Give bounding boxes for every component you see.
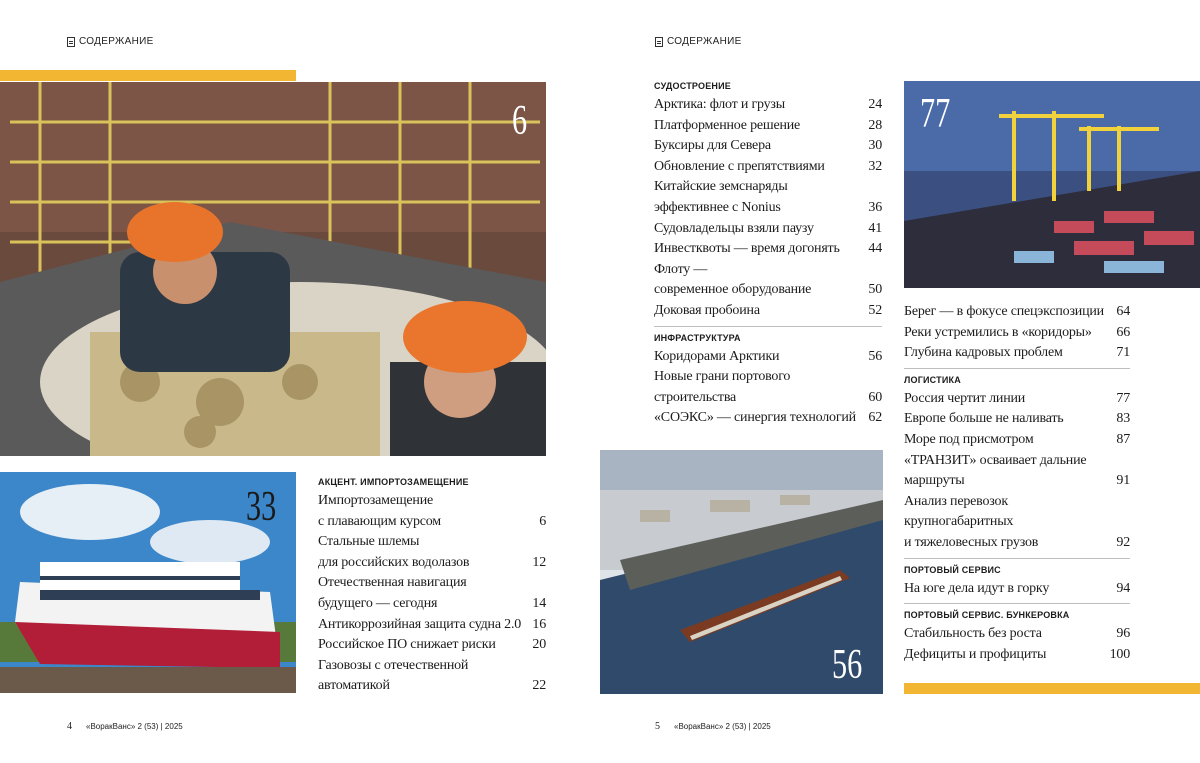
container-port-photo — [904, 81, 1200, 288]
toc-entry[interactable]: Обновление с препятствиями 32 — [654, 158, 882, 174]
section-title: ЛОГИСТИКА — [904, 374, 961, 385]
toc-entry[interactable]: Судовладельцы взяли паузу 41 — [654, 220, 882, 236]
issue-label: «ВоракВанс» 2 (53) | 2025 — [86, 722, 183, 731]
section-title: ПОРТОВЫЙ СЕРВИС. БУНКЕРОВКА — [904, 610, 1070, 621]
photo-page-number: 77 — [920, 91, 951, 137]
photo-page-number: 6 — [512, 98, 528, 144]
section-title: АКЦЕНТ. ИМПОРТОЗАМЕЩЕНИЕ — [318, 477, 469, 487]
toc-right-col1 — [654, 81, 882, 429]
toc-entry[interactable]: «ТРАНЗИТ» осваивает дальние маршруты 91 — [904, 452, 1130, 489]
toc-entry[interactable]: Берег — в фокусе спецэкспозиции 64 — [904, 304, 1130, 319]
left-accent-bar — [0, 70, 296, 81]
toc-entry[interactable]: Реки устремились в «коридоры» 66 — [904, 324, 1130, 340]
toc-entry[interactable]: Коридорами Арктики 56 — [654, 348, 882, 364]
document-icon — [67, 37, 75, 47]
workers-photo — [0, 82, 546, 456]
photo-page-number: 56 — [832, 642, 863, 688]
left-header-label: СОДЕРЖАНИЕ — [79, 36, 154, 47]
toc-entry[interactable]: Платформенное решение 28 — [654, 117, 882, 133]
right-header-label: СОДЕРЖАНИЕ — [667, 36, 742, 47]
issue-label: «ВоракВанс» 2 (53) | 2025 — [674, 722, 771, 731]
toc-entry[interactable]: Арктика: флот и грузы 24 — [654, 97, 882, 112]
page-number: 4 — [67, 721, 72, 732]
toc-entry[interactable]: Дефициты и профициты 100 — [904, 646, 1130, 662]
toc-entry[interactable]: На юге дела идут в горку 94 — [904, 580, 1130, 596]
section-divider — [904, 368, 1130, 369]
toc-entry[interactable]: Россия чертит линии 77 — [904, 390, 1130, 406]
toc-entry[interactable]: Европе больше не наливать 83 — [904, 411, 1130, 427]
section-divider — [904, 603, 1130, 604]
photo-page-number: 33 — [246, 484, 277, 530]
toc-entry[interactable]: «СОЭКС» — синергия технологий 62 — [654, 410, 882, 426]
right-accent-bar — [904, 683, 1200, 694]
toc-entry[interactable]: Море под присмотром 87 — [904, 431, 1130, 447]
toc-entry[interactable]: Антикоррозийная защита судна 2.0 16 — [318, 616, 546, 632]
toc-entry[interactable]: Китайские земснаряды эффективнее с Nonius 36 — [654, 179, 882, 215]
ship-photo — [0, 472, 296, 693]
page-number: 5 — [655, 721, 660, 732]
toc-entry[interactable]: Флоту — современное оборудование 50 — [654, 261, 882, 298]
section-title: ИНФРАСТРУКТУРА — [654, 332, 741, 343]
toc-entry[interactable]: Новые грани портового строительства 60 — [654, 369, 882, 405]
right-header — [655, 36, 742, 47]
toc-entry[interactable]: Стабильность без роста 96 — [904, 626, 1130, 642]
toc-left — [318, 477, 546, 697]
toc-entry[interactable]: Буксиры для Севера 30 — [654, 138, 882, 154]
document-icon — [655, 37, 663, 47]
left-footer — [67, 721, 183, 732]
left-header — [67, 36, 154, 47]
aerial-port-photo — [600, 450, 883, 694]
toc-entry[interactable]: Российское ПО снижает риски 20 — [318, 637, 546, 653]
right-footer — [655, 721, 771, 732]
toc-entry[interactable]: Газовозы с отечественной автоматикой 22 — [318, 657, 546, 694]
toc-entry[interactable]: Инвестквоты — время догонять 44 — [654, 241, 882, 257]
toc-entry[interactable]: Доковая пробоина 52 — [654, 302, 882, 318]
section-title: ПОРТОВЫЙ СЕРВИС — [904, 564, 1001, 575]
toc-entry[interactable]: Анализ перевозок крупногабаритных и тяжеловесных грузов 92 — [904, 493, 1130, 550]
section-title: СУДОСТРОЕНИЕ — [654, 81, 731, 91]
toc-entry[interactable]: Стальные шлемы для российских водолазов 12 — [318, 534, 546, 570]
section-divider — [904, 558, 1130, 559]
toc-entry[interactable]: Отечественная навигация будущего — сегодня 14 — [318, 575, 546, 611]
toc-right-col2 — [904, 302, 1130, 665]
toc-entry[interactable]: Глубина кадровых проблем 71 — [904, 345, 1130, 361]
section-divider — [654, 326, 882, 327]
toc-entry[interactable]: Импортозамещение с плавающим курсом 6 — [318, 493, 546, 529]
